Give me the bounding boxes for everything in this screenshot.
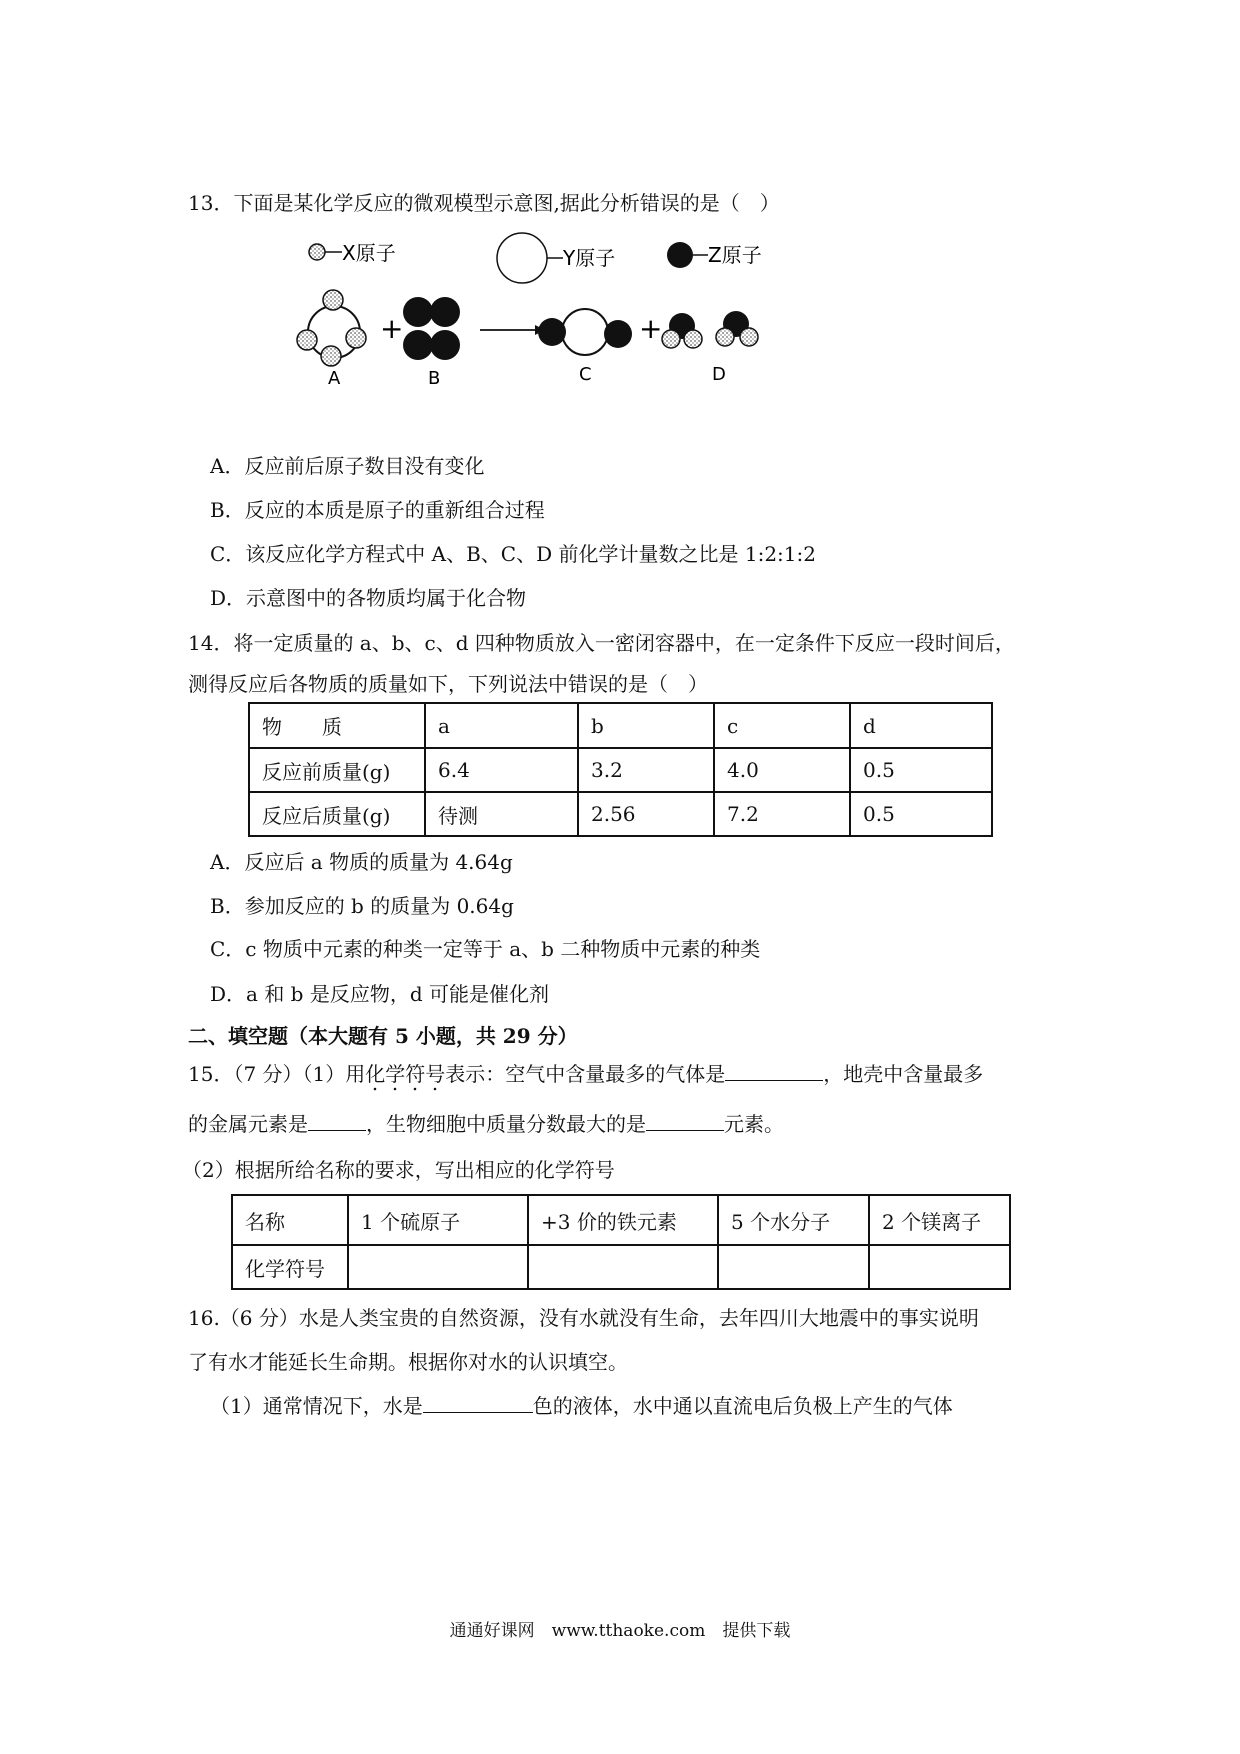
table-cell: 6.4	[425, 748, 578, 792]
answer-cell[interactable]	[528, 1245, 718, 1289]
q15-part2: （2）根据所给名称的要求，写出相应的化学符号	[182, 1158, 615, 1182]
reaction-arrow	[480, 325, 545, 335]
table-cell: 反应后质量(g)	[249, 792, 425, 836]
reaction-diagram	[290, 228, 810, 398]
q16-line3	[210, 1390, 953, 1419]
section-title: 二、填空题（本大题有 5 小题，共 29 分）	[188, 1024, 578, 1048]
q14-stem-line1: 14．将一定质量的 a、b、c、d 四种物质放入一密闭容器中，在一定条件下反应一段时间后，	[188, 631, 1015, 655]
q16-line2: 了有水才能延长生命期。根据你对水的认识填空。	[188, 1350, 628, 1374]
legend-y	[497, 233, 615, 283]
q15-text: 元素。	[724, 1112, 784, 1136]
q14-option-a: A．反应后 a 物质的质量为 4.64g	[210, 850, 513, 874]
table-cell: 0.5	[850, 748, 992, 792]
table-cell: a	[425, 703, 578, 748]
table-cell: c	[714, 703, 850, 748]
table-cell: b	[578, 703, 714, 748]
q15-emphasis: 化学符号	[365, 1062, 445, 1092]
answer-blank[interactable]	[725, 1062, 823, 1081]
table-row	[249, 792, 992, 836]
table-header-row	[249, 703, 992, 748]
label-c: C	[579, 364, 592, 385]
table-cell: 2.56	[578, 792, 714, 836]
answer-blank[interactable]	[646, 1112, 724, 1131]
legend-y-label: Y原子	[563, 246, 616, 270]
table-cell: 1 个硫原子	[348, 1195, 528, 1245]
table-row	[249, 748, 992, 792]
q15-text: ，生物细胞中质量分数最大的是	[366, 1112, 646, 1136]
q15-prefix: 15．（7 分）（1）	[188, 1062, 346, 1086]
q16-line1: 16.（6 分）水是人类宝贵的自然资源，没有水就没有生命，去年四川大地震中的事实说明	[188, 1306, 979, 1330]
q15-text: 的金属元素是	[188, 1112, 308, 1136]
table-cell: 反应前质量(g)	[249, 748, 425, 792]
legend-x-label: X原子	[342, 241, 396, 265]
q15-text: 用	[345, 1062, 366, 1086]
molecule-b	[403, 297, 460, 360]
table-cell: 化学符号	[232, 1245, 348, 1289]
label-a: A	[328, 368, 341, 389]
q15-symbol-table	[231, 1194, 1011, 1290]
table-cell: 3.2	[578, 748, 714, 792]
answer-cell[interactable]	[718, 1245, 869, 1289]
molecule-a	[297, 290, 366, 366]
label-d: D	[712, 364, 726, 385]
table-cell: 名称	[232, 1195, 348, 1245]
q14-option-d: D．a 和 b 是反应物，d 可能是催化剂	[210, 982, 549, 1006]
legend-z	[667, 242, 762, 268]
q14-stem-line2: 测得反应后各物质的质量如下，下列说法中错误的是（ ）	[188, 672, 708, 696]
q15-text: 表示：空气中含量最多的气体是	[445, 1062, 726, 1086]
answer-cell[interactable]	[869, 1245, 1010, 1289]
molecule-c	[538, 309, 632, 355]
q14-option-c: C．c 物质中元素的种类一定等于 a、b 二种物质中元素的种类	[210, 937, 761, 961]
molecule-d	[662, 311, 758, 348]
table-row	[232, 1245, 1010, 1289]
q15-part1-line2	[188, 1108, 784, 1137]
plus-sign: +	[639, 312, 663, 345]
table-cell: 7.2	[714, 792, 850, 836]
q13-stem: 13．下面是某化学反应的微观模型示意图,据此分析错误的是（ ）	[188, 191, 780, 215]
answer-cell[interactable]	[348, 1245, 528, 1289]
answer-blank[interactable]	[308, 1112, 366, 1131]
plus-sign: +	[380, 312, 404, 345]
q15-text: ，地壳中含量最多	[823, 1062, 984, 1086]
table-cell: 待测	[425, 792, 578, 836]
legend-z-label: Z原子	[708, 243, 762, 267]
answer-blank[interactable]	[423, 1394, 533, 1413]
legend-x	[309, 241, 396, 265]
label-b: B	[428, 368, 441, 389]
q16-text: 色的液体，水中通以直流电后负极上产生的气体	[532, 1394, 953, 1418]
table-cell: 4.0	[714, 748, 850, 792]
table-cell: 物 质	[249, 703, 425, 748]
table-header-row	[232, 1195, 1010, 1245]
table-cell: 5 个水分子	[718, 1195, 869, 1245]
page-footer: 通通好课网 www.tthaoke.com 提供下载	[449, 1621, 791, 1641]
q15-part1-line1	[188, 1058, 983, 1087]
q14-mass-table	[248, 702, 993, 837]
table-cell: 0.5	[850, 792, 992, 836]
q13-option-d: D．示意图中的各物质均属于化合物	[210, 586, 527, 610]
q13-option-c: C．该反应化学方程式中 A、B、C、D 前化学计量数之比是 1:2:1:2	[210, 542, 816, 566]
q13-option-a: A．反应前后原子数目没有变化	[210, 454, 485, 478]
table-cell: +3 价的铁元素	[528, 1195, 718, 1245]
table-cell: 2 个镁离子	[869, 1195, 1010, 1245]
table-cell: d	[850, 703, 992, 748]
q13-option-b: B．反应的本质是原子的重新组合过程	[210, 498, 545, 522]
q16-text: （1）通常情况下，水是	[210, 1394, 423, 1418]
q14-option-b: B．参加反应的 b 的质量为 0.64g	[210, 894, 514, 918]
